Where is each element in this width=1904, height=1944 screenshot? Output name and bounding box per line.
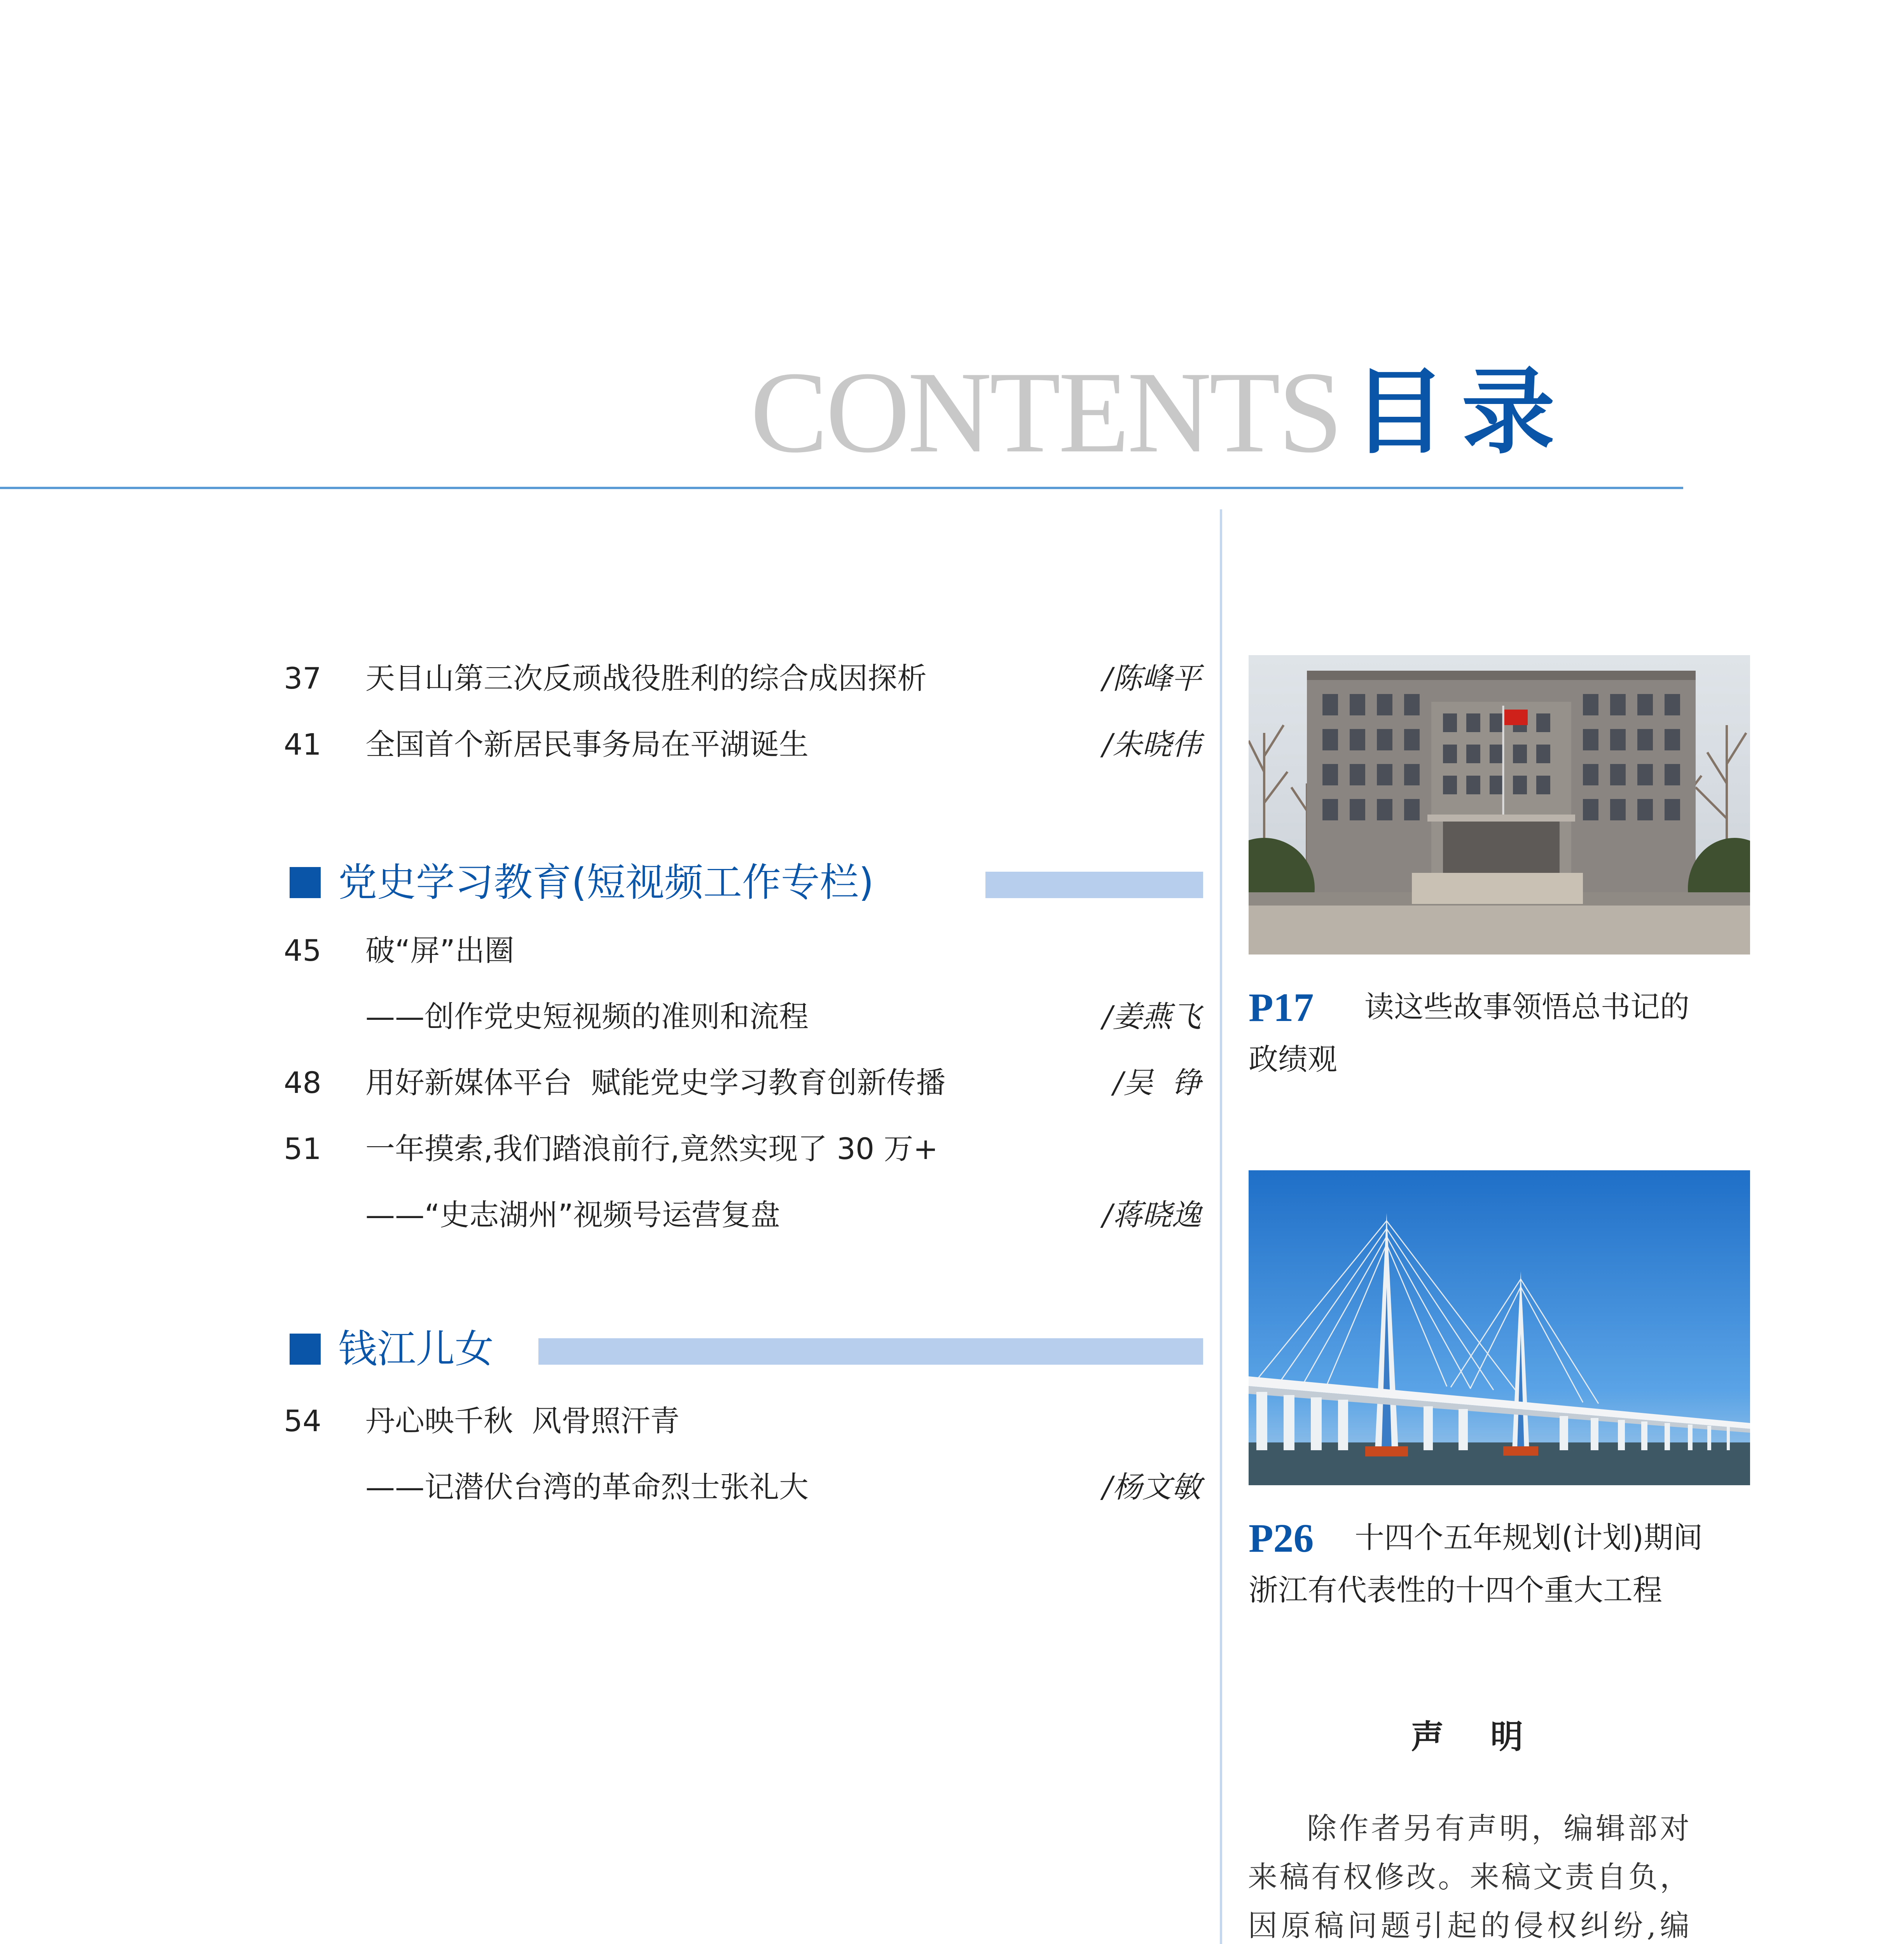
column-divider: [1220, 509, 1222, 1944]
article-subtitle: ——创作党史短视频的准则和流程: [365, 999, 809, 1034]
feature-caption-line1: 十四个五年规划(计划)期间: [1355, 1520, 1703, 1555]
article-title: 破“屏”出圈: [365, 933, 514, 968]
article-subtitle: ——记潜伏台湾的革命烈士张礼大: [365, 1470, 809, 1504]
toc-entry-subtitle[interactable]: [284, 1466, 1201, 1509]
section-title: 党史学习教育(短视频工作专栏): [338, 860, 874, 905]
notice-body: 除作者另有声明，编辑部对来稿有权修改。来稿文责自负，因原稿问题引起的侵权纠纷,编: [1248, 1811, 1691, 1943]
feature-caption-line1: 读这些故事领悟总书记的: [1364, 989, 1689, 1024]
article-author: /杨文敏: [1102, 1470, 1201, 1504]
toc-entry[interactable]: [284, 723, 1201, 766]
toc-entry[interactable]: [284, 1061, 1201, 1104]
feature-page-code: P17: [1249, 985, 1314, 1030]
section-title: 钱江儿女: [338, 1326, 494, 1372]
section-bar: [985, 872, 1203, 898]
page-number: 37: [284, 661, 321, 696]
contents-title-zh: 目录: [1353, 358, 1570, 467]
section-header-qianjiang: [290, 1326, 1203, 1372]
section-bar: [538, 1338, 1203, 1365]
bridge-photo-image: [1249, 1170, 1750, 1485]
section-marker-icon: [290, 1334, 321, 1365]
article-author: /吴 铮: [1113, 1065, 1201, 1100]
page-number: 45: [284, 933, 321, 968]
toc-entry[interactable]: [284, 929, 1201, 972]
toc-entry[interactable]: [284, 657, 1201, 700]
feature-page-code: P26: [1249, 1516, 1314, 1561]
article-title: 一年摸索,我们踏浪前行,竟然实现了 30 万+: [365, 1131, 938, 1166]
toc-entry-subtitle[interactable]: [284, 1194, 1201, 1236]
feature-caption-line2: 浙江有代表性的十四个重大工程: [1249, 1573, 1662, 1607]
section-header-party-history: [290, 859, 1203, 906]
section-marker-icon: [290, 867, 321, 898]
toc-entry[interactable]: [284, 1128, 1201, 1170]
article-author: /陈峰平: [1102, 661, 1201, 696]
header-divider: [0, 487, 1683, 489]
article-title: 天目山第三次反顽战役胜利的综合成因探析: [365, 661, 927, 696]
page-number: 51: [284, 1131, 321, 1166]
feature-caption-line2: 政绩观: [1249, 1042, 1337, 1077]
notice-title: 声明: [1411, 1718, 1570, 1756]
article-author: /朱晓伟: [1102, 727, 1201, 762]
page-number: 41: [284, 727, 321, 762]
bridge-photo[interactable]: [1249, 1170, 1750, 1485]
building-photo-image: [1249, 655, 1750, 955]
contents-title-en: CONTENTS: [750, 348, 1341, 477]
page-number: 48: [284, 1065, 321, 1100]
toc-entry-subtitle[interactable]: [284, 995, 1201, 1038]
article-author: /姜燕飞: [1102, 999, 1201, 1034]
page-number: 54: [284, 1404, 321, 1438]
toc-entry[interactable]: [284, 1400, 1201, 1442]
article-title: 用好新媒体平台 赋能党史学习教育创新传播: [365, 1065, 946, 1100]
article-title: 丹心映千秋 风骨照汗青: [365, 1404, 680, 1438]
article-subtitle: ——“史志湖州”视频号运营复盘: [365, 1198, 780, 1232]
building-photo[interactable]: [1249, 655, 1750, 955]
article-title: 全国首个新居民事务局在平湖诞生: [365, 727, 809, 762]
article-author: /蒋晓逸: [1102, 1198, 1201, 1232]
